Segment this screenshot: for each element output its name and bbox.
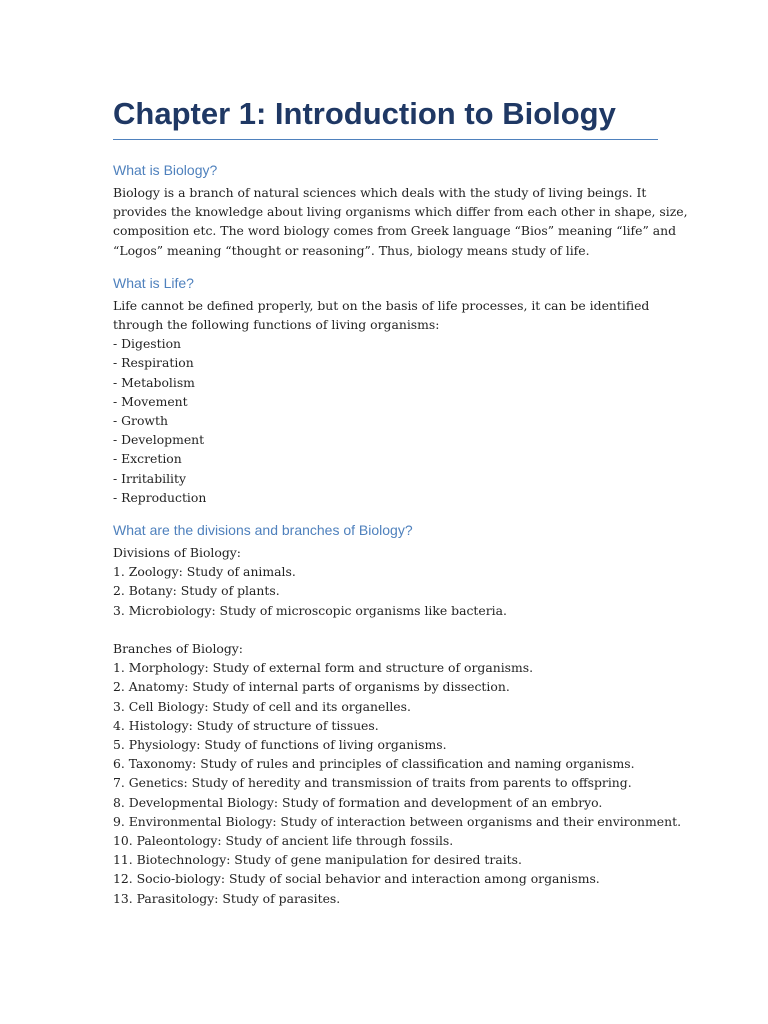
list-item: 13. Parasitology: Study of parasites.	[113, 890, 341, 906]
paragraph-line: Life cannot be defined properly, but on the basis of life processes, it can be identified	[113, 297, 650, 313]
section-heading-what-is-life: What is Life?	[113, 274, 194, 291]
list-item: 3. Cell Biology: Study of cell and its organelles.	[113, 698, 411, 714]
section-heading-what-is-biology: What is Biology?	[113, 162, 218, 178]
list-item: - Irritability	[113, 470, 186, 486]
list-item: 6. Taxonomy: Study of rules and principles of classification and naming organisms.	[113, 756, 635, 772]
paragraph-line: provides the knowledge about living organisms which differ from each other in shape, size,	[113, 204, 688, 220]
list-item: - Reproduction	[113, 489, 207, 505]
paragraph-line: through the following functions of living organisms:	[113, 317, 440, 333]
list-item: - Development	[113, 432, 205, 448]
list-title: Branches of Biology:	[113, 641, 243, 657]
list-item: 10. Paleontology: Study of ancient life through fossils.	[113, 833, 454, 849]
list-item: 7. Genetics: Study of heredity and transmission of traits from parents to offspring.	[113, 775, 632, 791]
section-heading-divisions-branches: What are the divisions and branches of Biology?	[113, 522, 413, 539]
list-item: 3. Microbiology: Study of microscopic organisms like bacteria.	[113, 602, 507, 618]
list-item: 9. Environmental Biology: Study of interaction between organisms and their environment.	[113, 813, 682, 829]
list-item: 1. Morphology: Study of external form and structure of organisms.	[113, 660, 534, 676]
divisions-list	[113, 543, 658, 620]
document-page	[113, 92, 688, 908]
blank-line	[113, 620, 658, 639]
biology-definition-paragraph	[113, 183, 688, 260]
list-item: 5. Physiology: Study of functions of living organisms.	[113, 737, 447, 753]
list-title: Divisions of Biology:	[113, 545, 241, 561]
list-item: - Digestion	[113, 336, 182, 352]
list-item: 2. Botany: Study of plants.	[113, 583, 280, 599]
branches-list	[113, 639, 682, 908]
list-item: 11. Biotechnology: Study of gene manipulation for desired traits.	[113, 852, 522, 868]
life-functions-paragraph	[113, 296, 658, 507]
list-item: 1. Zoology: Study of animals.	[113, 564, 296, 580]
list-item: - Growth	[113, 413, 168, 429]
list-item: 4. Histology: Study of structure of tissues.	[113, 717, 379, 733]
list-item: - Movement	[113, 393, 188, 409]
list-item: 12. Socio-biology: Study of social behavior and interaction among organisms.	[113, 871, 600, 887]
list-item: 8. Developmental Biology: Study of formation and development of an embryo.	[113, 794, 603, 810]
list-item: 2. Anatomy: Study of internal parts of organisms by dissection.	[113, 679, 510, 695]
paragraph-line: composition etc. The word biology comes from Greek language “Bios” meaning “life” and	[113, 223, 677, 239]
chapter-title: Chapter 1: Introduction to Biology	[113, 92, 658, 140]
list-item: - Excretion	[113, 451, 182, 467]
list-item: - Metabolism	[113, 374, 195, 390]
list-item: - Respiration	[113, 355, 194, 371]
paragraph-line: Biology is a branch of natural sciences which deals with the study of living beings. It	[113, 185, 647, 200]
paragraph-line: “Logos” meaning “thought or reasoning”. Thus, biology means study of life.	[113, 242, 590, 258]
